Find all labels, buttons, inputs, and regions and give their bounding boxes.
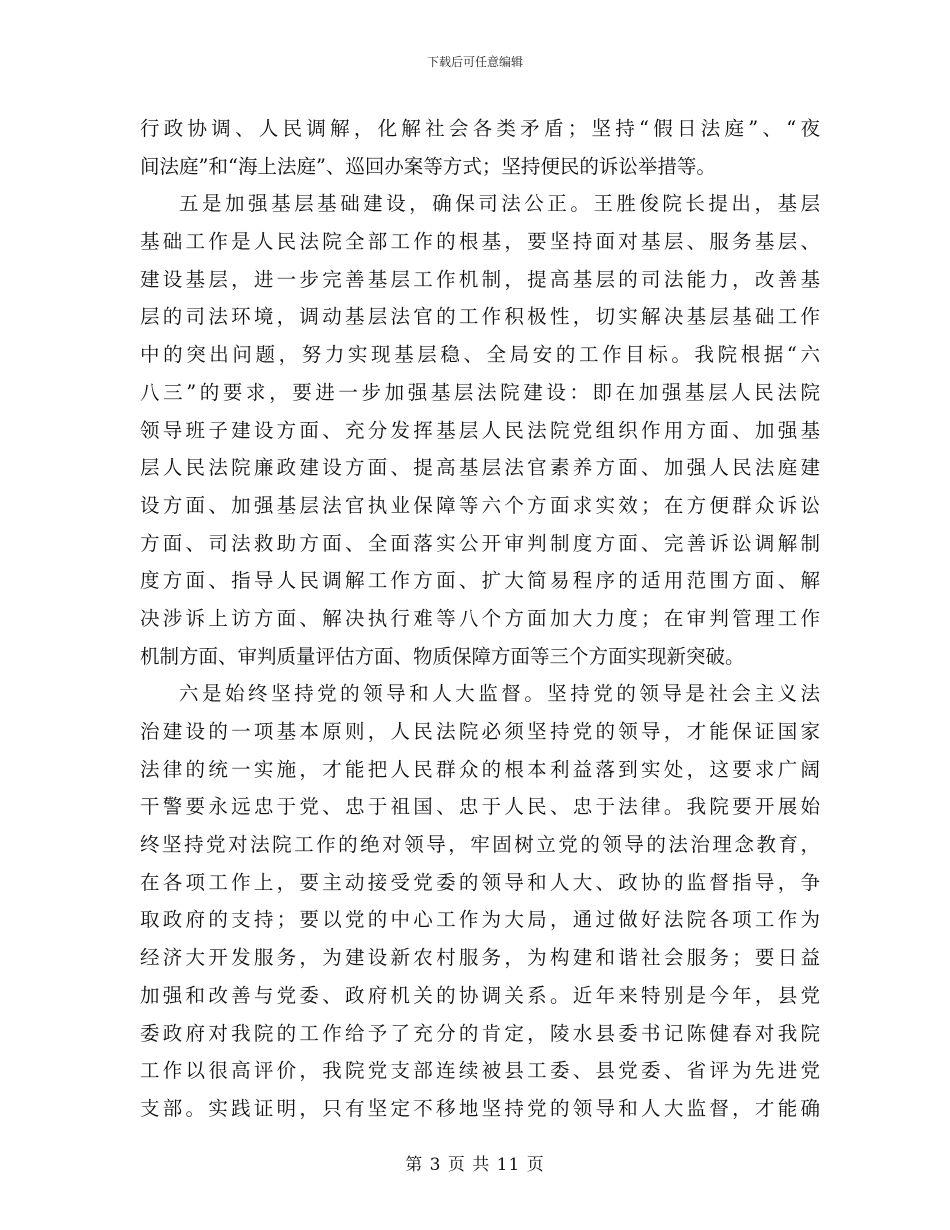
text-line: 间法庭”和“海上法庭”、巡回办案等方式；坚持便民的诉讼举措等。	[140, 154, 716, 178]
text-line: 经济大开发服务，为建设新农村服务，为构建和谐社会服务；要日益	[140, 946, 820, 970]
text-line: 机制方面、审判质量评估方面、物质保障方面等三个方面实现新突破。	[140, 644, 745, 668]
text-line: 终坚持党对法院工作的绝对领导，牢固树立党的领导的法治理念教育，	[140, 833, 820, 857]
text-line: 基础工作是人民法院全部工作的根基，要坚持面对基层、服务基层、	[140, 230, 820, 254]
text-line: 领导班子建设方面、充分发挥基层人民法院党组织作用方面、加强基	[140, 418, 820, 442]
text-line: 干警要永远忠于党、忠于祖国、忠于人民、忠于法律。我院要开展始	[140, 795, 820, 819]
text-line: 中的突出问题，努力实现基层稳、全局安的工作目标。我院根据“六	[140, 343, 820, 367]
text-line: 建设基层，进一步完善基层工作机制，提高基层的司法能力，改善基	[140, 267, 820, 291]
text-line: 层人民法院廉政建设方面、提高基层法官素养方面、加强人民法庭建	[140, 456, 820, 480]
paragraph-first-line: 五是加强基层基础建设，确保司法公正。王胜俊院长提出，基层	[179, 192, 820, 216]
text-line: 支部。实践证明，只有坚定不移地坚持党的领导和人大监督，才能确	[140, 1096, 820, 1120]
text-line: 法律的统一实施，才能把人民群众的根本利益落到实处，这要求广阔	[140, 757, 820, 781]
text-line: 层的司法环境，调动基层法官的工作积极性，切实解决基层基础工作	[140, 305, 820, 329]
text-line: 在各项工作上，要主动接受党委的领导和人大、政协的监督指导，争	[140, 870, 820, 894]
text-line: 设方面、加强基层法官执业保障等六个方面求实效；在方便群众诉讼	[140, 493, 820, 517]
text-line: 加强和改善与党委、政府机关的协调关系。近年来特别是今年，县党	[140, 983, 820, 1007]
text-line: 治建设的一项基本原则，人民法院必须坚持党的领导，才能保证国家	[140, 720, 820, 743]
text-line: 委政府对我院的工作给予了充分的肯定，陵水县委书记陈健春对我院	[140, 1021, 820, 1045]
page-number-footer: 第 3 页 共 11 页	[405, 1155, 545, 1175]
text-line: 行政协调、人民调解，化解社会各类矛盾；坚持“假日法庭”、“夜	[140, 117, 820, 140]
page-header: 下载后可任意编辑	[426, 55, 523, 69]
text-line: 八三”的要求，要进一步加强基层法院建设：即在加强基层人民法院	[140, 380, 820, 404]
paragraph-first-line: 六是始终坚持党的领导和人大监督。坚持党的领导是社会主义法	[179, 682, 820, 706]
text-line: 取政府的支持；要以党的中心工作为大局，通过做好法院各项工作为	[140, 908, 820, 932]
text-line: 度方面、指导人民调解工作方面、扩大简易程序的适用范围方面、解	[140, 569, 820, 593]
text-line: 决涉诉上访方面、解决执行难等八个方面加大力度；在审判管理工作	[140, 606, 820, 630]
document-body	[140, 110, 820, 1128]
text-line: 方面、司法救助方面、全面落实公开审判制度方面、完善诉讼调解制	[140, 531, 820, 555]
text-line: 工作以很高评价，我院党支部连续被县工委、县党委、省评为先进党	[140, 1059, 820, 1083]
